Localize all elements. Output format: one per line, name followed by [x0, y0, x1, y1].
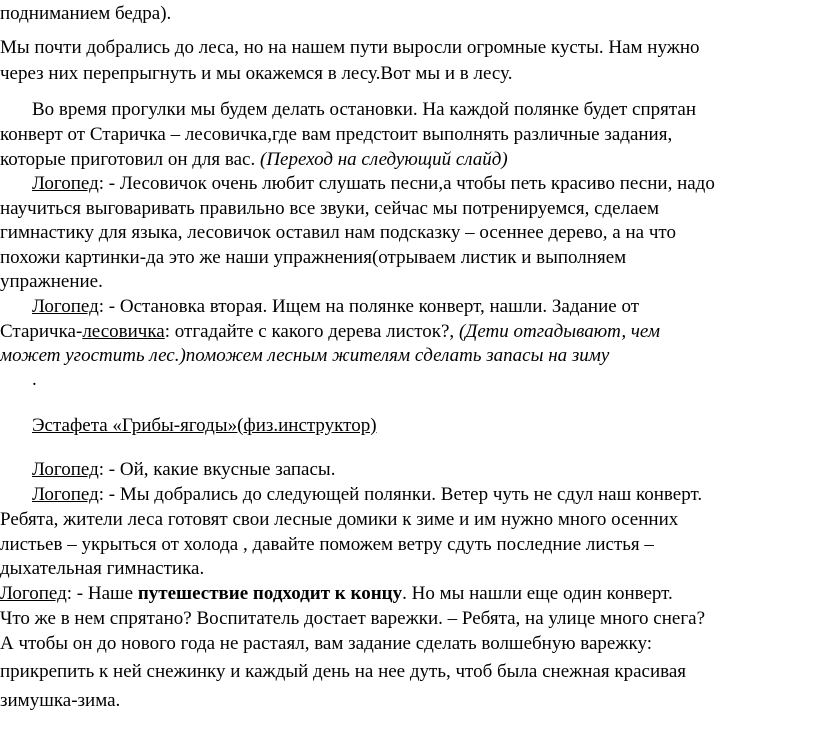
text-line — [0, 320, 660, 344]
bold-phrase: путешествие подходит к концу — [137, 583, 403, 604]
text-line — [32, 98, 696, 122]
text-span: : - Ой, какие вкусные запасы. — [98, 459, 336, 480]
text-span: . — [32, 369, 37, 390]
text-line — [0, 557, 204, 581]
text-span: : - Мы добрались до следующей полянки. Ветер чуть не сдул наш конверт. — [98, 484, 703, 505]
text-span: Ребята, жители леса готовят свои лесные домики к зиме и им нужно много осенних — [0, 509, 679, 530]
relay-heading: Эстафета «Грибы-ягоды»(физ.инструктор) — [32, 415, 377, 436]
text-line — [0, 607, 705, 631]
text-line — [0, 2, 171, 26]
text-span: похожи картинки-да это же наши упражнения(отрываем листик и выполняем — [0, 247, 627, 268]
text-line — [32, 295, 639, 319]
text-line — [0, 344, 609, 368]
text-line — [32, 458, 335, 482]
text-span: дыхательная гимнастика. — [0, 558, 205, 579]
speaker-label: Логопед — [32, 173, 99, 194]
text-span: прикрепить к ней снежинку и каждый день на нее дуть, чтоб была снежная красивая — [0, 661, 687, 682]
text-span: : - Наше — [66, 583, 134, 604]
speaker-label: Логопед — [32, 459, 99, 480]
text-span: : - Остановка вторая. Ищем на полянке конверт, нашли. Задание от — [98, 296, 639, 317]
text-span: упражнение. — [0, 271, 103, 292]
text-span: через них перепрыгнуть и мы окажемся в лесу. — [0, 63, 381, 84]
text-line — [0, 36, 700, 60]
text-span: : - Лесовичок очень любит слушать песни,а чтобы петь красиво песни, надо — [98, 173, 715, 194]
text-line — [0, 246, 626, 270]
text-span: . Но мы нашли еще один конверт. — [402, 583, 673, 604]
slide-note: (Переход на следующий слайд) — [260, 149, 508, 170]
text-line — [32, 483, 702, 507]
text-span: Мы почти добрались до леса, но на нашем пути выросли огромные кусты. Нам нужно — [0, 37, 700, 58]
text-line — [0, 148, 508, 172]
text-span: Вот мы и в лесу. — [380, 63, 513, 84]
text-span: листьев – укрыться от холода , давайте поможем ветру сдуть последние листья – — [0, 534, 654, 555]
underlined-word: лесовичка — [82, 321, 165, 342]
speaker-label: Логопед — [32, 296, 99, 317]
text-span: Старичка- — [0, 321, 83, 342]
text-line — [32, 172, 715, 196]
text-line — [0, 221, 676, 245]
text-line — [0, 533, 654, 557]
speaker-label: Логопед — [32, 484, 99, 505]
text-line — [32, 414, 377, 438]
text-line — [0, 62, 512, 86]
text-span: Что же в нем спрятано? Воспитатель достает варежки. – Ребята, на улице много снега? — [0, 608, 706, 629]
text-line — [0, 197, 659, 221]
text-line — [0, 508, 678, 532]
text-span: : отгадайте с какого дерева листок?, — [164, 321, 455, 342]
text-span: которые приготовил он для вас. — [0, 149, 256, 170]
text-line — [0, 123, 672, 147]
text-span: подниманием бедра). — [0, 3, 172, 24]
text-line — [0, 270, 103, 294]
italic-note: (Дети отгадывают, чем — [458, 321, 660, 342]
text-line — [0, 582, 673, 606]
speaker-label: Логопед — [0, 583, 67, 604]
text-line — [0, 632, 652, 656]
text-line — [0, 689, 120, 713]
italic-note: может угостить лес.)поможем лесным жителям сделать запасы на зиму — [0, 345, 610, 366]
text-span: гимнастику для языка, лесовичок оставил нам подсказку – осеннее дерево, а на что — [0, 222, 676, 243]
text-span: Во время прогулки мы будем делать остановки. На каждой полянке будет спрятан — [32, 99, 697, 120]
text-span: зимушка-зима. — [0, 690, 121, 711]
text-line — [32, 368, 37, 392]
text-span: конверт от Старичка – лесовичка,где вам предстоит выполнять различные задания, — [0, 124, 673, 145]
text-line — [0, 660, 686, 684]
text-span: А чтобы он до нового года не растаял, вам задание сделать волшебную варежку: — [0, 633, 652, 654]
text-span: научиться выговаривать правильно все звуки, сейчас мы потренируемся, сделаем — [0, 198, 659, 219]
